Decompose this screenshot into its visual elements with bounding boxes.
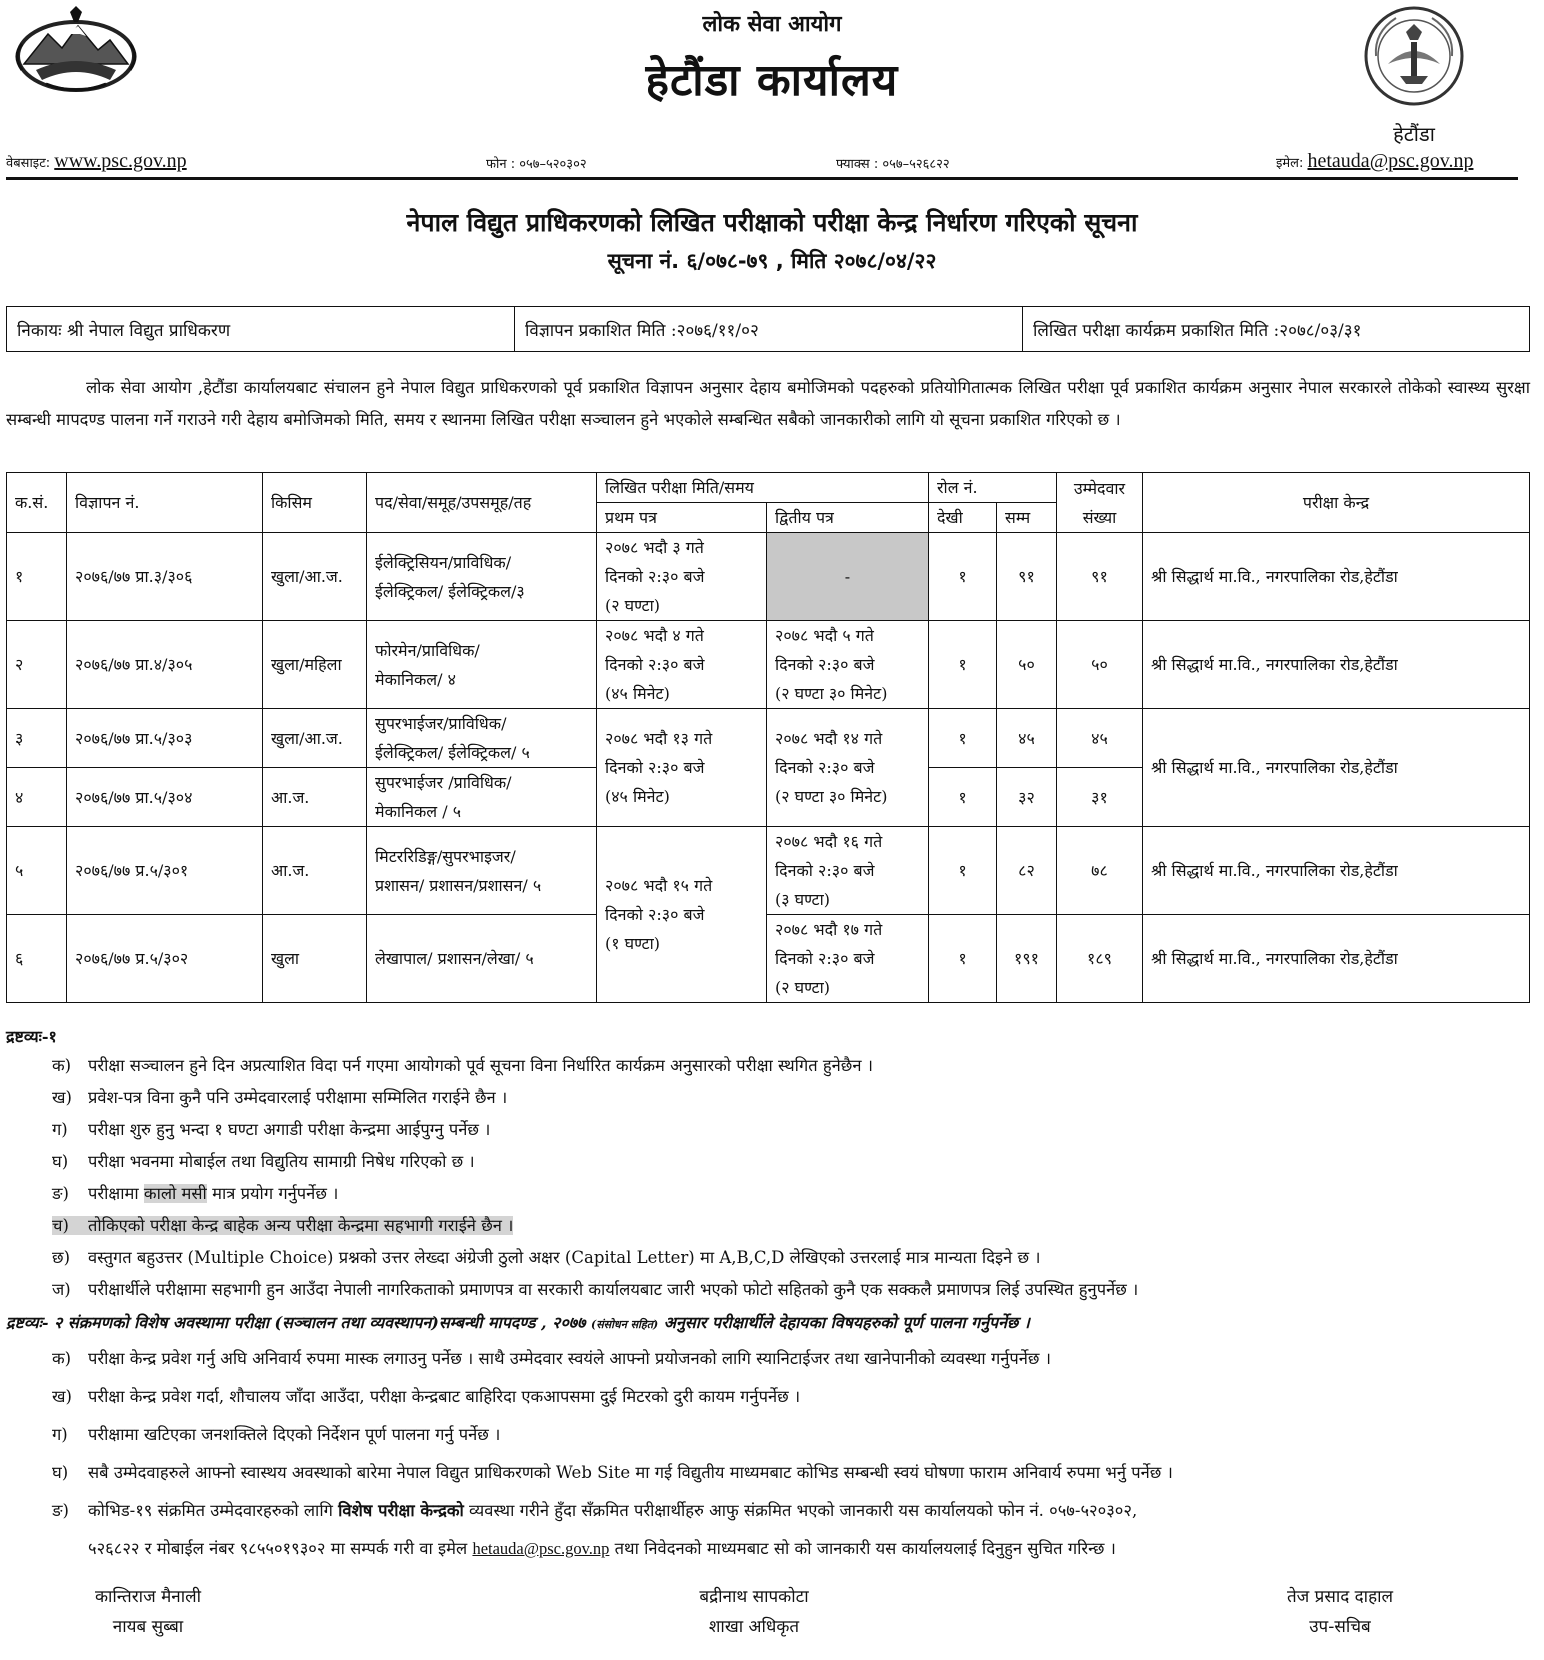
cell-roll-from: १	[929, 827, 997, 915]
cell-roll-from: १	[929, 621, 997, 709]
cell-candidates: १८९	[1057, 915, 1143, 1003]
agency-cell: निकायः श्री नेपाल विद्युत प्राधिकरण	[7, 307, 515, 351]
ad-published-cell: विज्ञापन प्रकाशित मिति :२०७६/११/०२	[515, 307, 1023, 351]
cell-paper2: २०७८ भदौ १६ गते दिनको २:३० बजे (३ घण्टा)	[767, 827, 929, 915]
highlight-black-ink: कालो मसी	[143, 1184, 207, 1203]
note-item: ग) परीक्षामा खटिएका जनशक्तिले दिएको निर्देशन पूर्ण पालना गर्नु पर्नेछ ।	[52, 1425, 501, 1444]
cell-post: फोरमेन/प्राविधिक/ मेकानिकल/ ४	[367, 621, 597, 709]
cell-ad-no: २०७६/७७ प्रा.५/३०३	[67, 709, 263, 768]
cell-post: ईलेक्ट्रिसियन/प्राविधिक/ ईलेक्ट्रिकल/ ईलेक्ट्रिकल/३	[367, 533, 597, 621]
cell-type: खुला/आ.ज.	[263, 533, 367, 621]
signatory	[604, 1582, 904, 1642]
note-item: क) परीक्षा केन्द्र प्रवेश गर्नु अघि अनिवार्य रुपमा मास्क लगाउनु पर्नेछ । साथै उम्मेदवार स्वयंले आफ्नो प्रयोजनको लागि स्यानिटाईजर तथा खानेपानीको व्यवस्था गर्नुपर्नेछ ।	[52, 1349, 1051, 1368]
cell-post: मिटररिडिङ्ग/सुपरभाइजर/ प्रशासन/ प्रशासन/प्रशासन/ ५	[367, 827, 597, 915]
header-type: किसिम	[263, 473, 367, 533]
header-divider	[6, 177, 1518, 180]
signatory-name: कान्तिराज मैनाली	[94, 1587, 202, 1607]
cell-ad-no: २०७६/७७ प्रा.३/३०६	[67, 533, 263, 621]
note-item: ङ) परीक्षामा कालो मसी मात्र प्रयोग गर्नुपर्नेछ ।	[52, 1184, 339, 1203]
cell-paper1: २०७८ भदौ १३ गते दिनको २:३० बजे (४५ मिनेट)	[597, 709, 767, 827]
signatory-name: तेज प्रसाद दाहाल	[1286, 1587, 1394, 1607]
note-item-continued: ५२६८२२ र मोबाईल नंबर ९८५५०१९३०२ मा सम्पर्क गरी वा इमेल hetauda@psc.gov.np तथा निवेदनको माध्यमबाट सो को जानकारी यस कार्यालयलाई दिनुहुन सुचित गरिन्छ ।	[88, 1539, 1116, 1558]
cell-roll-from: १	[929, 709, 997, 768]
note-item: घ) परीक्षा भवनमा मोबाईल तथा विद्युतिय सामाग्री निषेध गरिएको छ ।	[52, 1152, 475, 1171]
exam-schedule-table	[6, 472, 1530, 1003]
office-name: हेटौंडा कार्यालय	[645, 55, 899, 106]
note-item: ख) प्रवेश-पत्र विना कुनै पनि उम्मेदवारलाई परीक्षामा सम्मिलित गराईने छैन ।	[52, 1088, 508, 1107]
header-roll-from: देखी	[929, 503, 997, 533]
website-block	[6, 150, 187, 173]
table-row	[7, 533, 1530, 621]
table-row	[7, 709, 1530, 768]
cell-roll-to: ३२	[997, 768, 1057, 827]
phone-number: फोन : ०५७–५२०३०२	[486, 157, 587, 172]
notice-title: नेपाल विद्युत प्राधिकरणको लिखित परीक्षाको परीक्षा केन्द्र निर्धारण गरिएको सूचना	[406, 208, 1138, 237]
header-roll-to: सम्म	[997, 503, 1057, 533]
website-label: वेबसाइट:	[6, 156, 51, 171]
highlight-note-cha: च) तोकिएको परीक्षा केन्द्र बाहेक अन्य परीक्षा केन्द्रमा सहभागी गराईने छैन ।	[52, 1216, 514, 1235]
contact-row	[6, 150, 1518, 174]
email-label: इमेल:	[1276, 156, 1304, 171]
intro-paragraph: लोक सेवा आयोग ,हेटौंडा कार्यालयबाट संचालन हुने नेपाल विद्युत प्राधिकरणको पूर्व प्रकाशित विज्ञापन अनुसार देहाय बमोजिमको पदहरुको प्रतियोगितात्मक लिखित परीक्षा पूर्व प्रकाशित कार्यक्रम अनुसार नेपाल सरकारले तोकेको स्वास्थ्य सुरक्षा सम्बन्धी मापदण्ड पालना गर्ने गराउने गरी देहाय बमोजिमको मिति, समय र स्थानमा लिखित परीक्षा सञ्चालन हुने भएकोले सम्बन्धित सबैको जानकारीको लागि यो सूचना प्रकाशित गरिएको छ ।	[6, 378, 1530, 429]
note-item: ज) परीक्षार्थीले परीक्षामा सहभागी हुन आउँदा नेपाली नागरिकताको प्रमाणपत्र वा सरकारी कार्यालयबाट जारी भएको फोटो सहितको कुनै एक सक्कलै प्रमाणपत्र लिई उपस्थित हुनुपर्नेछ ।	[52, 1280, 1139, 1299]
cell-candidates: ३१	[1057, 768, 1143, 827]
signatory-title: उप-सचिब	[1309, 1617, 1371, 1637]
header-center: परीक्षा केन्द्र	[1143, 473, 1530, 533]
cell-type: खुला/महिला	[263, 621, 367, 709]
cell-center: श्री सिद्धार्थ मा.वि., नगरपालिका रोड,हेटौंडा	[1143, 709, 1530, 827]
cell-center: श्री सिद्धार्थ मा.वि., नगरपालिका रोड,हेटौंडा	[1143, 533, 1530, 621]
table-row	[7, 621, 1530, 709]
note-item: ङ) कोभिड-१९ संक्रमित उम्मेदवारहरुको लागि विशेष परीक्षा केन्द्रको व्यवस्था गरीने हुँदा सँक्रमित परीक्षार्थीहरु आफु संक्रमित भएको जानकारी यस कार्यालयको फोन नं. ०५७-५२०३०२,	[52, 1501, 1138, 1520]
cell-sn: ६	[7, 915, 67, 1003]
signatory	[1190, 1582, 1490, 1642]
office-city: हेटौंडा	[1393, 122, 1435, 146]
cell-roll-from: १	[929, 768, 997, 827]
notes1-heading: द्रष्टव्यः-१	[6, 1027, 57, 1046]
cell-post: लेखापाल/ प्रशासन/लेखा/ ५	[367, 915, 597, 1003]
cell-post: सुपरभाईजर/प्राविधिक/ ईलेक्ट्रिकल/ ईलेक्ट्रिकल/ ५	[367, 709, 597, 768]
header-sn: क.सं.	[7, 473, 67, 533]
note-item	[6, 1210, 1536, 1242]
cell-paper2: २०७८ भदौ ५ गते दिनको २:३० बजे (२ घण्टा ३० मिनेट)	[767, 621, 929, 709]
cell-ad-no: २०७६/७७ प्रा.५/३०४	[67, 768, 263, 827]
info-box	[6, 306, 1530, 352]
cell-roll-to: ५०	[997, 621, 1057, 709]
cell-paper1: २०७८ भदौ १५ गते दिनको २:३० बजे (१ घण्टा)	[597, 827, 767, 1003]
fax-number: फ्याक्स : ०५७–५२६८२२	[836, 157, 950, 172]
cell-paper2: २०७८ भदौ १४ गते दिनको २:३० बजे (२ घण्टा ३० मिनेट)	[767, 709, 929, 827]
header-roll: रोल नं.	[929, 473, 1057, 503]
website-link[interactable]: www.psc.gov.np	[54, 150, 187, 172]
schedule-published-cell: लिखित परीक्षा कार्यक्रम प्रकाशित मिति :२०७८/०३/३१	[1033, 320, 1362, 341]
cell-post: सुपरभाईजर /प्राविधिक/ मेकानिकल / ५	[367, 768, 597, 827]
cell-sn: ४	[7, 768, 67, 827]
signatory-title: नायब सुब्बा	[112, 1617, 184, 1637]
cell-paper1: २०७८ भदौ ३ गते दिनको २:३० बजे (२ घण्टा)	[597, 533, 767, 621]
cell-roll-to: ४५	[997, 709, 1057, 768]
header-paper1: प्रथम पत्र	[597, 503, 767, 533]
cell-sn: २	[7, 621, 67, 709]
cell-sn: ३	[7, 709, 67, 768]
cell-ad-no: २०७६/७७ प्र.५/३०१	[67, 827, 263, 915]
header-paper2: द्वितीय पत्र	[767, 503, 929, 533]
note-item: ग) परीक्षा शुरु हुनु भन्दा १ घण्टा अगाडी परीक्षा केन्द्रमा आईपुग्नु पर्नेछ ।	[52, 1120, 491, 1139]
header-candidates: उम्मेदवार संख्या	[1057, 473, 1143, 533]
notes2-heading: द्रष्टव्यः- २ संक्रमणको विशेष अवस्थामा परीक्षा (सञ्चालन तथा व्यवस्थापन)सम्बन्धी मापदण्ड , २०७७ (संसोधन सहित) अनुसार परीक्षार्थीले देहायका विषयहरुको पूर्ण पालना गर्नुपर्नेछ ।	[6, 1313, 1030, 1332]
cell-candidates: ४५	[1057, 709, 1143, 768]
cell-type: खुला	[263, 915, 367, 1003]
email-link[interactable]: hetauda@psc.gov.np	[1307, 150, 1474, 172]
cell-center: श्री सिद्धार्थ मा.वि., नगरपालिका रोड,हेटौंडा	[1143, 915, 1530, 1003]
signatory	[0, 1582, 298, 1642]
table-row	[7, 915, 1530, 1003]
email-block	[1276, 150, 1473, 173]
cell-ad-no: २०७६/७७ प्र.५/३०२	[67, 915, 263, 1003]
header-post: पद/सेवा/समूह/उपसमूह/तह	[367, 473, 597, 533]
cell-type: खुला/आ.ज.	[263, 709, 367, 768]
cell-sn: ५	[7, 827, 67, 915]
cell-type: आ.ज.	[263, 827, 367, 915]
header-exam-datetime: लिखित परीक्षा मिति/समय	[597, 473, 929, 503]
header-ad-no: विज्ञापन नं.	[67, 473, 263, 533]
cell-center: श्री सिद्धार्थ मा.वि., नगरपालिका रोड,हेटौंडा	[1143, 827, 1530, 915]
org-name: लोक सेवा आयोग	[702, 12, 842, 37]
cell-roll-to: ९१	[997, 533, 1057, 621]
cell-candidates: ७८	[1057, 827, 1143, 915]
note-item: छ) वस्तुगत बहुउत्तर (Multiple Choice) प्रश्नको उत्तर लेख्दा अंग्रेजी ठुलो अक्षर (Capital Letter) मा A,B,C,D लेखिएको उत्तरलाई मात्र मान्यता दिइने छ ।	[52, 1248, 1041, 1267]
cell-type: आ.ज.	[263, 768, 367, 827]
cell-candidates: ९१	[1057, 533, 1143, 621]
cell-center: श्री सिद्धार्थ मा.वि., नगरपालिका रोड,हेटौंडा	[1143, 621, 1530, 709]
table-row	[7, 827, 1530, 915]
notice-number-date: सूचना नं. ६/०७८-७९ , मिति २०७८/०४/२२	[607, 249, 937, 273]
cell-paper2: -	[767, 533, 929, 621]
cell-roll-to: ८२	[997, 827, 1057, 915]
contact-email-link[interactable]: hetauda@psc.gov.np	[472, 1539, 610, 1558]
cell-roll-from: १	[929, 533, 997, 621]
note-item: क) परीक्षा सञ्चालन हुने दिन अप्रत्याशित विदा पर्न गएमा आयोगको पूर्व सूचना विना निर्धारित कार्यक्रम अनुसारको परीक्षा स्थगित हुनेछैन ।	[52, 1056, 874, 1075]
cell-roll-from: १	[929, 915, 997, 1003]
cell-roll-to: १९१	[997, 915, 1057, 1003]
cell-ad-no: २०७६/७७ प्रा.४/३०५	[67, 621, 263, 709]
cell-paper1: २०७८ भदौ ४ गते दिनको २:३० बजे (४५ मिनेट)	[597, 621, 767, 709]
cell-sn: १	[7, 533, 67, 621]
signatory-title: शाखा अधिकृत	[708, 1617, 800, 1637]
signatory-name: बद्रीनाथ सापकोटा	[699, 1587, 809, 1607]
notes-section	[6, 1024, 1536, 1568]
note-item: ख) परीक्षा केन्द्र प्रवेश गर्दा, शौचालय जाँदा आउँदा, परीक्षा केन्द्रबाट बाहिरिदा एकआपसमा दुई मिटरको दुरी कायम गर्नुपर्नेछ ।	[52, 1387, 801, 1406]
cell-candidates: ५०	[1057, 621, 1143, 709]
cell-paper2: २०७८ भदौ १७ गते दिनको २:३० बजे (२ घण्टा)	[767, 915, 929, 1003]
note-item: घ) सबै उम्मेदवाहरुले आफ्नो स्वास्थय अवस्थाको बारेमा नेपाल विद्युत प्राधिकरणको Web Site मा गई विद्युतीय माध्यमबाट कोभिड सम्बन्धी स्वयं घोषणा फाराम अनिवार्य रुपमा भर्नु पर्नेछ ।	[52, 1463, 1173, 1482]
